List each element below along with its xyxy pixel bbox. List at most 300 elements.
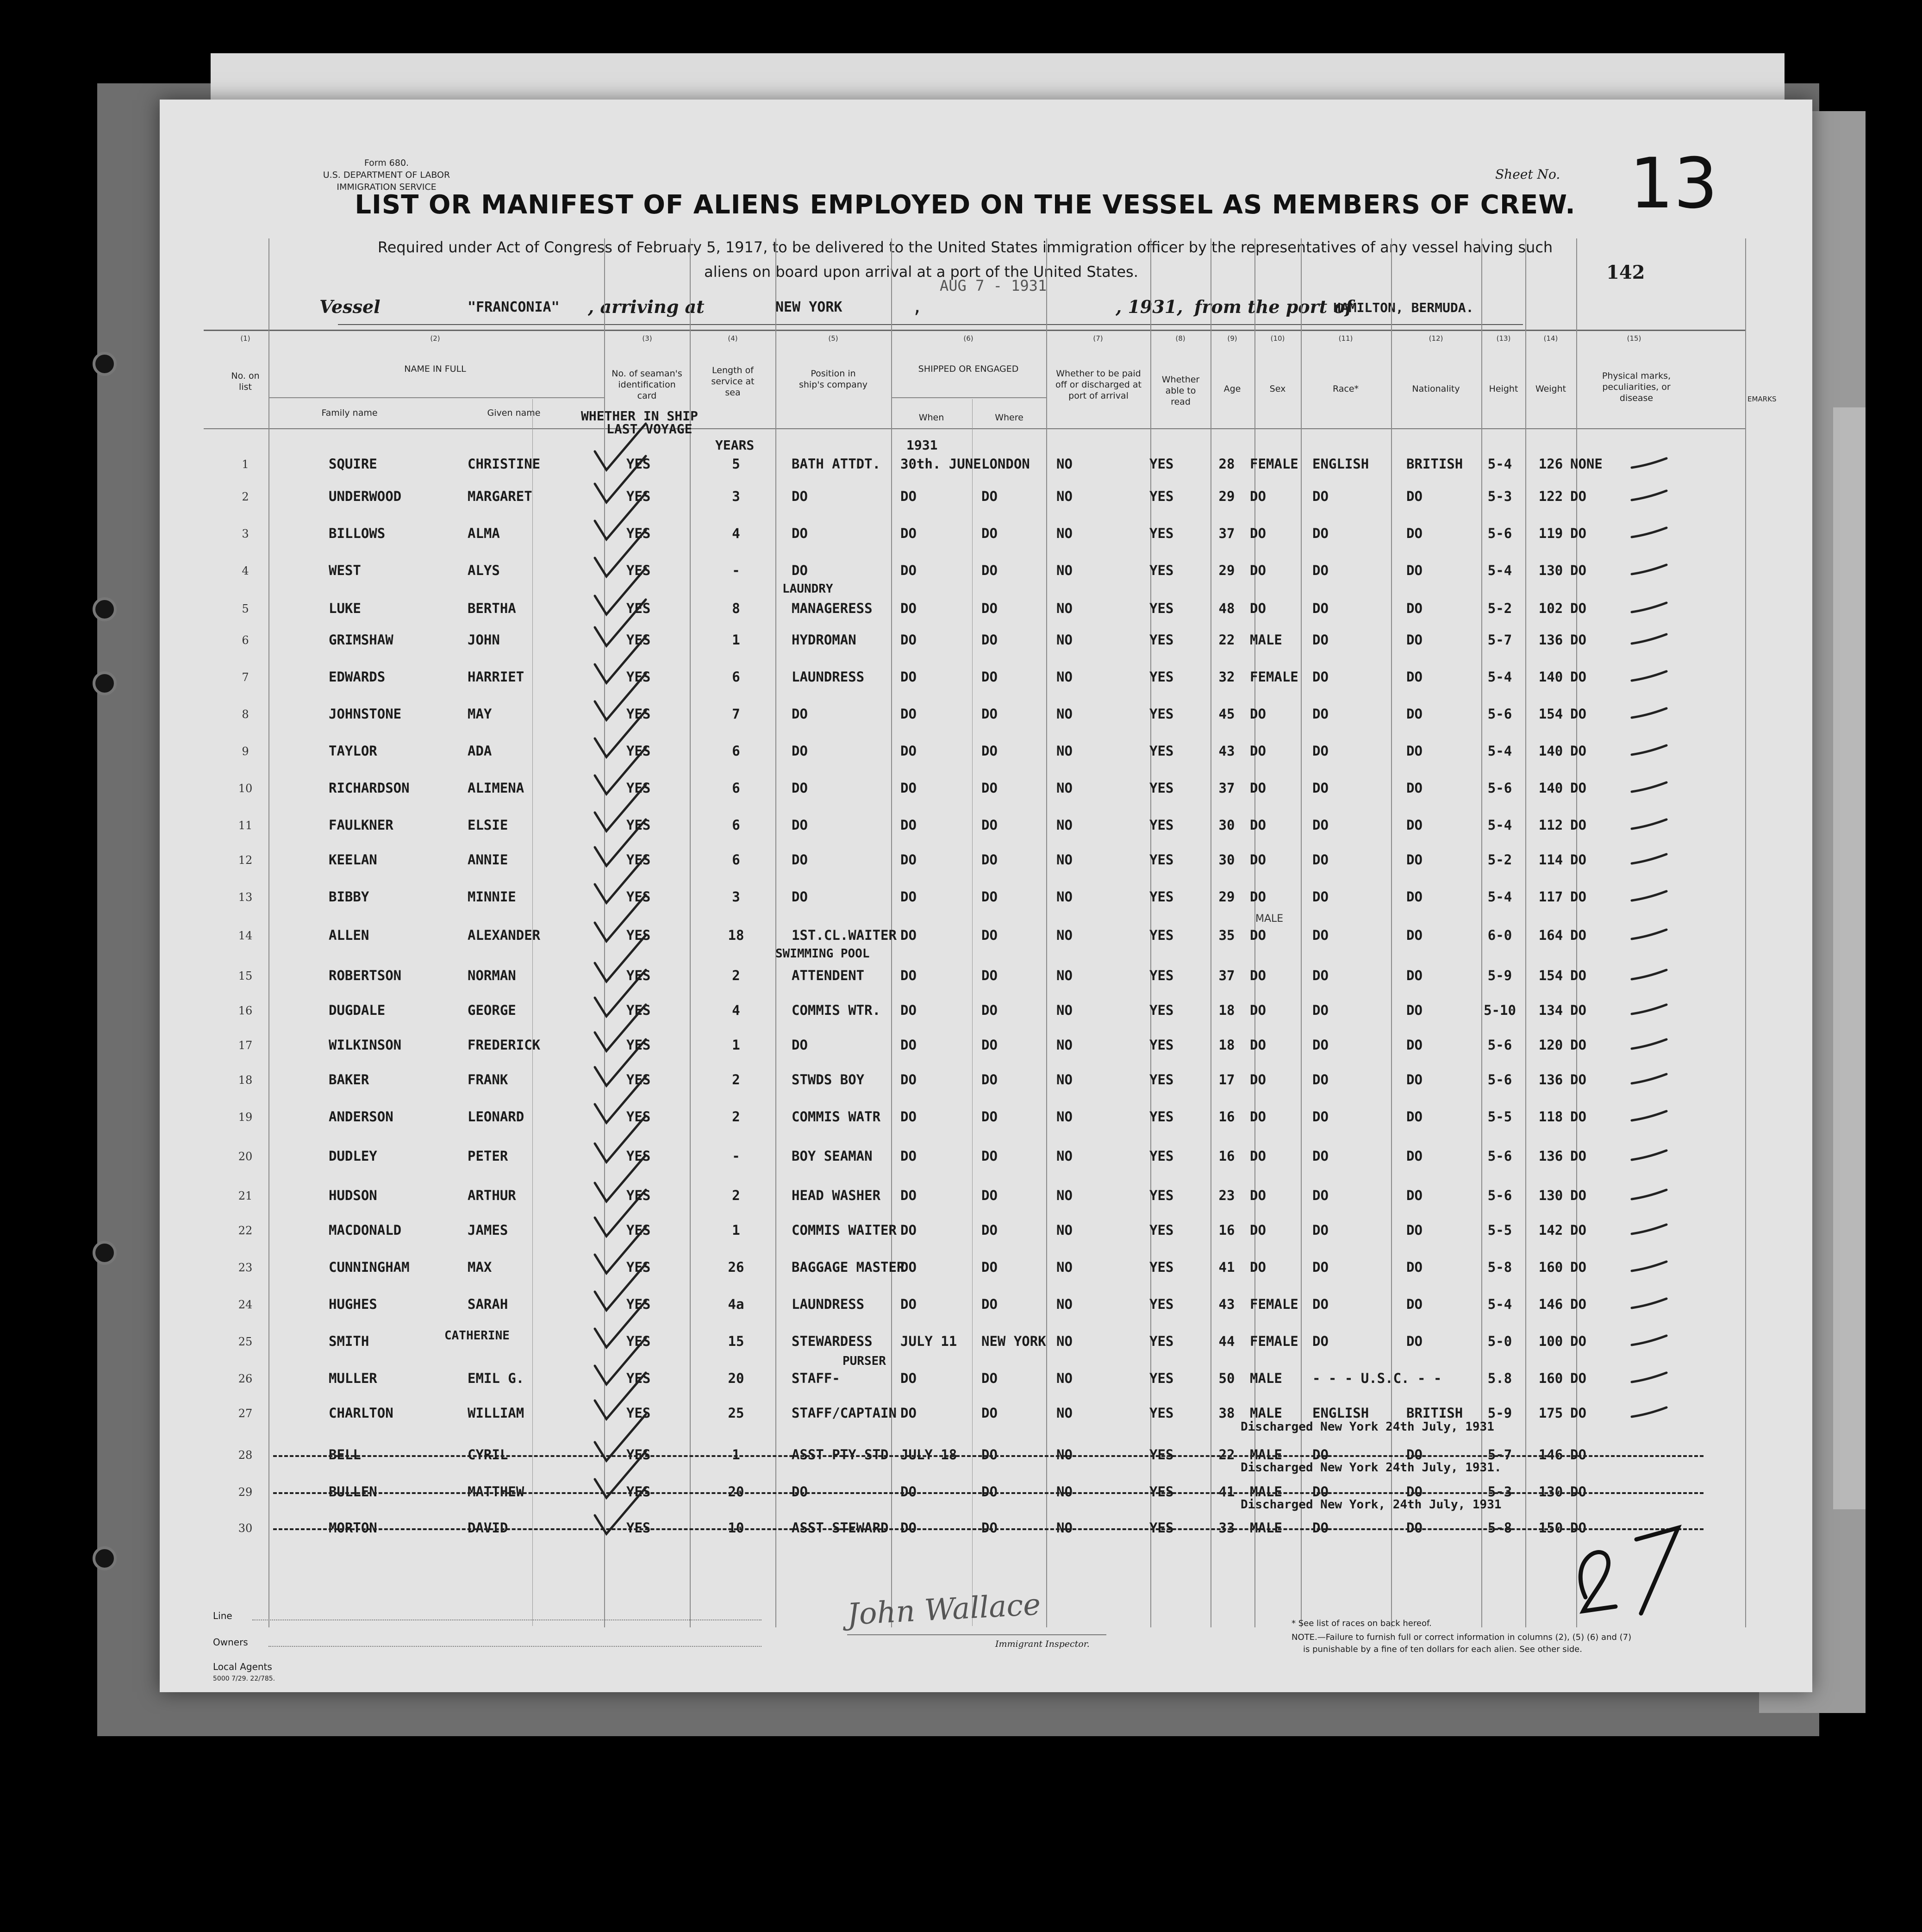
row-16-weight: 134	[1538, 1002, 1563, 1018]
row-16-service: 4	[732, 1002, 740, 1018]
header-physical-marks: Physical marks, peculiarities, or disease	[1602, 371, 1671, 403]
row-25-read: YES	[1149, 1333, 1174, 1349]
row-17-where: DO	[981, 1037, 998, 1053]
row-15-when: DO	[900, 968, 917, 983]
check-mark-row-19	[595, 1076, 646, 1123]
row-11-service: 6	[732, 817, 740, 833]
row-9-n: 9	[242, 745, 249, 758]
row-8-position: DO	[792, 706, 808, 722]
arriving-label: , arriving at	[588, 296, 705, 317]
row-13-family: BIBBY	[329, 889, 369, 905]
vessel-name: "FRANCONIA"	[468, 299, 560, 315]
row-23-marks: DO	[1570, 1259, 1586, 1275]
row-18-nat: DO	[1406, 1072, 1423, 1088]
marks-tick-row-23	[1632, 1262, 1666, 1271]
col-number-15: (15)	[1627, 334, 1641, 343]
row-10-service: 6	[732, 780, 740, 796]
row-11-n: 11	[238, 819, 253, 832]
row-15-where: DO	[981, 968, 998, 983]
row-8-height: 5-6	[1487, 706, 1512, 722]
row-8-sex: DO	[1250, 706, 1266, 722]
row-12-position: DO	[792, 852, 808, 868]
row-18-race: DO	[1312, 1072, 1329, 1088]
row-4-read: YES	[1149, 563, 1174, 578]
row-12-sex: DO	[1250, 852, 1266, 868]
row-2-position: DO	[792, 488, 808, 504]
row-6-age: 22	[1218, 632, 1235, 648]
row-8-n: 8	[242, 708, 249, 721]
row-19-where: DO	[981, 1109, 998, 1125]
row-10-read: YES	[1149, 780, 1174, 796]
row-21-position: HEAD WASHER	[792, 1188, 881, 1203]
row-24-sex: FEMALE	[1250, 1296, 1298, 1312]
row-24-race: DO	[1312, 1296, 1329, 1312]
row-25-marks: DO	[1570, 1333, 1586, 1349]
row-16-read: YES	[1149, 1002, 1174, 1018]
row-26-height: 5.8	[1487, 1370, 1512, 1386]
row-14-card: YES	[626, 927, 651, 943]
row-24-service: 4a	[728, 1296, 744, 1312]
row-17-weight: 120	[1538, 1037, 1563, 1053]
marks-tick-row-18	[1632, 1074, 1666, 1083]
row-22-service: 1	[732, 1222, 740, 1238]
row-25-sex: FEMALE	[1250, 1333, 1298, 1349]
check-mark-row-8	[595, 674, 646, 720]
row-23-weight: 160	[1538, 1259, 1563, 1275]
row-27-given: WILLIAM	[468, 1405, 524, 1421]
row-24-paid: NO	[1056, 1296, 1073, 1312]
row-2-card: YES	[626, 488, 651, 504]
row-16-when: DO	[900, 1002, 917, 1018]
row-15-race: DO	[1312, 968, 1329, 983]
row-9-given: ADA	[468, 743, 492, 759]
row-20-family: DUDLEY	[329, 1148, 377, 1164]
row-23-sex: DO	[1250, 1259, 1266, 1275]
row-16-age: 18	[1218, 1002, 1235, 1018]
row-10-age: 37	[1218, 780, 1235, 796]
row-3-age: 37	[1218, 525, 1235, 541]
row-7-race: DO	[1312, 669, 1329, 685]
row-20-n: 20	[238, 1150, 253, 1163]
row-4-paid: NO	[1056, 563, 1073, 578]
row-2-weight: 122	[1538, 488, 1563, 504]
row-3-nat: DO	[1406, 525, 1423, 541]
row-14-age: 35	[1218, 927, 1235, 943]
col-number-13: (13)	[1496, 334, 1511, 343]
row-12-marks: DO	[1570, 852, 1586, 868]
row-5-given: BERTHA	[468, 600, 516, 616]
row-7-nat: DO	[1406, 669, 1423, 685]
row-13-given: MINNIE	[468, 889, 516, 905]
row-16-family: DUGDALE	[329, 1002, 386, 1018]
row-28-family: BELL	[329, 1447, 361, 1463]
row-9-service: 6	[732, 743, 740, 759]
row-18-given: FRANK	[468, 1072, 508, 1088]
row-8-marks: DO	[1570, 706, 1586, 722]
row-19-family: ANDERSON	[329, 1109, 393, 1125]
col-number-7: (7)	[1093, 334, 1103, 343]
row-22-paid: NO	[1056, 1222, 1073, 1238]
row-26-card: YES	[626, 1370, 651, 1386]
from-port: HAMILTON, BERMUDA.	[1333, 300, 1474, 315]
row-26-when: DO	[900, 1370, 917, 1386]
row-20-sex: DO	[1250, 1148, 1266, 1164]
row-29-age: 41	[1218, 1484, 1235, 1500]
header-sex: Sex	[1269, 384, 1286, 394]
row-10-sex: DO	[1250, 780, 1266, 796]
total-count-seven	[1636, 1528, 1678, 1613]
row-3-marks: DO	[1570, 525, 1586, 541]
row-17-race: DO	[1312, 1037, 1329, 1053]
row-2-paid: NO	[1056, 488, 1073, 504]
row-20-position: BOY SEAMAN	[792, 1148, 873, 1164]
page-title: LIST OR MANIFEST OF ALIENS EMPLOYED ON THE VESSEL AS MEMBERS OF CREW.	[355, 190, 1576, 220]
discharged-note-30: Discharged New York, 24th July, 1931	[1241, 1498, 1502, 1512]
row-8-where: DO	[981, 706, 998, 722]
row-14-service: 18	[728, 927, 744, 943]
row-17-marks: DO	[1570, 1037, 1586, 1053]
row-23-where: DO	[981, 1259, 998, 1275]
row-23-card: YES	[626, 1259, 651, 1275]
row-13-where: DO	[981, 889, 998, 905]
row-15-height: 5-9	[1487, 968, 1512, 983]
row-12-paid: NO	[1056, 852, 1073, 868]
row-5-age: 48	[1218, 600, 1235, 616]
col-number-1: (1)	[240, 334, 250, 343]
row-19-read: YES	[1149, 1109, 1174, 1125]
row-19-age: 16	[1218, 1109, 1235, 1125]
check-mark-row-30	[595, 1488, 646, 1534]
row-20-read: YES	[1149, 1148, 1174, 1164]
check-mark-row-10	[595, 748, 646, 794]
row-27-family: CHARLTON	[329, 1405, 393, 1421]
row-15-age: 37	[1218, 968, 1235, 983]
row-22-card: YES	[626, 1222, 651, 1238]
footer-print-code: 5000 7/29. 22/785.	[213, 1675, 275, 1682]
page-number: 142	[1606, 262, 1645, 283]
row-14-when: DO	[900, 927, 917, 943]
row-30-sex: MALE	[1250, 1520, 1282, 1536]
row-20-marks: DO	[1570, 1148, 1586, 1164]
row-11-marks: DO	[1570, 817, 1586, 833]
row-11-given: ELSIE	[468, 817, 508, 833]
row-29-race: DO	[1312, 1484, 1329, 1500]
note-year-1931: 1931	[906, 438, 938, 453]
row-14-read: YES	[1149, 927, 1174, 943]
col-number-14: (14)	[1543, 334, 1558, 343]
row-16-paid: NO	[1056, 1002, 1073, 1018]
row-11-weight: 112	[1538, 817, 1563, 833]
marks-tick-row-2	[1632, 491, 1666, 500]
row-4-when: DO	[900, 563, 917, 578]
row-7-service: 6	[732, 669, 740, 685]
row-2-age: 29	[1218, 488, 1235, 504]
row-18-marks: DO	[1570, 1072, 1586, 1088]
header-able-read: Whether able to read	[1161, 375, 1200, 407]
marks-tick-row-25	[1632, 1336, 1666, 1345]
row-7-position: LAUNDRESS	[792, 669, 865, 685]
row-28-race: DO	[1312, 1447, 1329, 1463]
row-23-height: 5-8	[1487, 1259, 1512, 1275]
row-2-service: 3	[732, 488, 740, 504]
row-6-card: YES	[626, 632, 651, 648]
row-30-marks: DO	[1570, 1520, 1586, 1536]
row-6-sex: MALE	[1250, 632, 1282, 648]
row-2-n: 2	[242, 490, 249, 503]
row-11-position: DO	[792, 817, 808, 833]
row-1-height: 5-4	[1487, 456, 1512, 472]
row-20-height: 5-6	[1487, 1148, 1512, 1164]
row-13-race: DO	[1312, 889, 1329, 905]
row-20-where: DO	[981, 1148, 998, 1164]
marks-tick-row-8	[1632, 708, 1666, 718]
note-purser: PURSER	[842, 1354, 886, 1368]
row-24-age: 43	[1218, 1296, 1235, 1312]
row-25-n: 25	[238, 1335, 253, 1348]
row-5-race: DO	[1312, 600, 1329, 616]
row-17-n: 17	[238, 1039, 253, 1052]
row-25-family: SMITH	[329, 1333, 369, 1349]
row-6-where: DO	[981, 632, 998, 648]
note-swimming-pool: SWIMMING POOL	[775, 947, 870, 961]
row-21-nat: DO	[1406, 1188, 1423, 1203]
row-7-family: EDWARDS	[329, 669, 386, 685]
row-9-family: TAYLOR	[329, 743, 377, 759]
form-department: U.S. DEPARTMENT OF LABOR	[323, 170, 450, 180]
row-21-where: DO	[981, 1188, 998, 1203]
row-14-paid: NO	[1056, 927, 1073, 943]
header-when: When	[918, 413, 944, 423]
check-mark-row-20	[595, 1116, 646, 1162]
row-1-n: 1	[242, 458, 249, 471]
marks-tick-row-6	[1632, 634, 1666, 644]
row-27-race: ENGLISH	[1312, 1405, 1369, 1421]
row-28-service: 1	[732, 1447, 740, 1463]
row-22-age: 16	[1218, 1222, 1235, 1238]
row-15-family: ROBERTSON	[329, 968, 402, 983]
row-9-card: YES	[626, 743, 651, 759]
row-17-sex: DO	[1250, 1037, 1266, 1053]
row-22-sex: DO	[1250, 1222, 1266, 1238]
row-9-race: DO	[1312, 743, 1329, 759]
row-6-race: DO	[1312, 632, 1329, 648]
row-22-given: JAMES	[468, 1222, 508, 1238]
row-22-marks: DO	[1570, 1222, 1586, 1238]
row-6-weight: 136	[1538, 632, 1563, 648]
row-23-service: 26	[728, 1259, 744, 1275]
row-17-service: 1	[732, 1037, 740, 1053]
row-12-given: ANNIE	[468, 852, 508, 868]
row-21-marks: DO	[1570, 1188, 1586, 1203]
footer-owners-label: Owners	[213, 1637, 248, 1648]
row-10-marks: DO	[1570, 780, 1586, 796]
header-age: Age	[1223, 384, 1241, 394]
row-10-family: RICHARDSON	[329, 780, 410, 796]
row-13-nat: DO	[1406, 889, 1423, 905]
row-13-read: YES	[1149, 889, 1174, 905]
row-3-family: BILLOWS	[329, 525, 386, 541]
marks-tick-row-10	[1632, 782, 1666, 792]
row-19-paid: NO	[1056, 1109, 1073, 1125]
check-mark-row-13	[595, 857, 646, 903]
row-1-family: SQUIRE	[329, 456, 377, 472]
row-30-n: 30	[238, 1522, 253, 1535]
row-10-race: DO	[1312, 780, 1329, 796]
row-19-race: DO	[1312, 1109, 1329, 1125]
marks-tick-row-24	[1632, 1299, 1666, 1308]
row-12-nat: DO	[1406, 852, 1423, 868]
header-position: Position in ship's company	[799, 369, 867, 390]
row-6-marks: DO	[1570, 632, 1586, 648]
check-mark-row-15	[595, 935, 646, 982]
row-2-read: YES	[1149, 488, 1174, 504]
row-21-n: 21	[238, 1189, 253, 1202]
row-12-race: DO	[1312, 852, 1329, 868]
row-7-sex: FEMALE	[1250, 669, 1298, 685]
row-21-weight: 130	[1538, 1188, 1563, 1203]
row-1-given: CHRISTINE	[468, 456, 541, 472]
row-19-weight: 118	[1538, 1109, 1563, 1125]
vessel-label: Vessel	[319, 296, 381, 317]
marks-tick-row-1	[1632, 458, 1666, 468]
row-28-paid: NO	[1056, 1447, 1073, 1463]
row-4-height: 5-4	[1487, 563, 1512, 578]
row-5-family: LUKE	[329, 600, 361, 616]
row-26-where: DO	[981, 1370, 998, 1386]
row-19-card: YES	[626, 1109, 651, 1125]
header-height: Height	[1489, 384, 1518, 394]
row-10-when: DO	[900, 780, 917, 796]
row-12-card: YES	[626, 852, 651, 868]
row-15-n: 15	[238, 969, 253, 982]
row-4-service: -	[732, 563, 740, 578]
row-6-n: 6	[242, 634, 249, 647]
row-7-height: 5-4	[1487, 669, 1512, 685]
row-2-sex: DO	[1250, 488, 1266, 504]
row-20-weight: 136	[1538, 1148, 1563, 1164]
row-27-sex: MALE	[1250, 1405, 1282, 1421]
row-2-family: UNDERWOOD	[329, 488, 402, 504]
row-12-when: DO	[900, 852, 917, 868]
row-21-race: DO	[1312, 1188, 1329, 1203]
row-28-age: 22	[1218, 1447, 1235, 1463]
row-4-card: YES	[626, 563, 651, 578]
row-10-where: DO	[981, 780, 998, 796]
row-21-height: 5-6	[1487, 1188, 1512, 1203]
row-8-nat: DO	[1406, 706, 1423, 722]
sheet-number: 13	[1629, 144, 1718, 224]
row-19-n: 19	[238, 1111, 253, 1124]
row-12-height: 5-2	[1487, 852, 1512, 868]
row-16-n: 16	[238, 1004, 253, 1017]
row-20-card: YES	[626, 1148, 651, 1164]
row-8-card: YES	[626, 706, 651, 722]
row-28-marks: DO	[1570, 1447, 1586, 1463]
row-3-n: 3	[242, 527, 249, 540]
check-mark-row-25	[595, 1301, 646, 1347]
row-24-when: DO	[900, 1296, 917, 1312]
row-24-height: 5-4	[1487, 1296, 1512, 1312]
row-19-when: DO	[900, 1109, 917, 1125]
row-17-when: DO	[900, 1037, 917, 1053]
row-15-read: YES	[1149, 968, 1174, 983]
row-23-given: MAX	[468, 1259, 492, 1275]
row-12-weight: 114	[1538, 852, 1563, 868]
row-18-paid: NO	[1056, 1072, 1073, 1088]
note-laundry: LAUNDRY	[782, 582, 833, 596]
races-note: * See list of races on back hereof.	[1292, 1619, 1432, 1628]
note-whether-in-ship: WHETHER IN SHIP	[581, 408, 698, 424]
row-29-paid: NO	[1056, 1484, 1073, 1500]
row-7-read: YES	[1149, 669, 1174, 685]
row-17-position: DO	[792, 1037, 808, 1053]
check-mark-row-23	[595, 1227, 646, 1273]
row-23-age: 41	[1218, 1259, 1235, 1275]
row-11-paid: NO	[1056, 817, 1073, 833]
row-24-read: YES	[1149, 1296, 1174, 1312]
row-15-marks: DO	[1570, 968, 1586, 983]
row-14-marks: DO	[1570, 927, 1586, 943]
row-25-paid: NO	[1056, 1333, 1073, 1349]
row-2-race: DO	[1312, 488, 1329, 504]
row-26-given: EMIL G.	[468, 1370, 524, 1386]
header-no-on-list: No. on list	[231, 371, 260, 392]
marks-tick-row-27	[1632, 1407, 1666, 1417]
inspector-signature: John Wallace	[846, 1588, 1042, 1632]
row-23-when: DO	[900, 1259, 917, 1275]
row-9-sex: DO	[1250, 743, 1266, 759]
row-16-nat: DO	[1406, 1002, 1423, 1018]
row-27-marks: DO	[1570, 1405, 1586, 1421]
row-15-weight: 154	[1538, 968, 1563, 983]
row-18-sex: DO	[1250, 1072, 1266, 1088]
row-28-card: YES	[626, 1447, 651, 1463]
row-29-read: YES	[1149, 1484, 1174, 1500]
row-29-height: 5-3	[1487, 1484, 1512, 1500]
row-7-when: DO	[900, 669, 917, 685]
row-30-service: 10	[728, 1520, 744, 1536]
row-22-race: DO	[1312, 1222, 1329, 1238]
row-4-nat: DO	[1406, 563, 1423, 578]
row-5-read: YES	[1149, 600, 1174, 616]
row-18-position: STWDS BOY	[792, 1072, 865, 1088]
row-24-weight: 146	[1538, 1296, 1563, 1312]
row-30-age: 33	[1218, 1520, 1235, 1536]
row-8-family: JOHNSTONE	[329, 706, 402, 722]
arrival-year: , 1931,	[1116, 296, 1183, 317]
row-29-when: DO	[900, 1484, 917, 1500]
row-8-when: DO	[900, 706, 917, 722]
marks-tick-row-14	[1632, 930, 1666, 939]
row-8-age: 45	[1218, 706, 1235, 722]
row-19-sex: DO	[1250, 1109, 1266, 1125]
row-20-race: DO	[1312, 1148, 1329, 1164]
row-15-sex: DO	[1250, 968, 1266, 983]
row-20-age: 16	[1218, 1148, 1235, 1164]
check-mark-row-14	[595, 895, 646, 941]
note-years: YEARS	[715, 438, 755, 453]
row-28-given: CYRIL	[468, 1447, 508, 1463]
row-10-weight: 140	[1538, 780, 1563, 796]
row-11-sex: DO	[1250, 817, 1266, 833]
row-22-height: 5-5	[1487, 1222, 1512, 1238]
row-29-sex: MALE	[1250, 1484, 1282, 1500]
row-20-service: -	[732, 1148, 740, 1164]
row-11-read: YES	[1149, 817, 1174, 833]
check-mark-row-1	[595, 424, 646, 470]
header-where: Where	[995, 413, 1023, 423]
row-1-race: ENGLISH	[1312, 456, 1369, 472]
